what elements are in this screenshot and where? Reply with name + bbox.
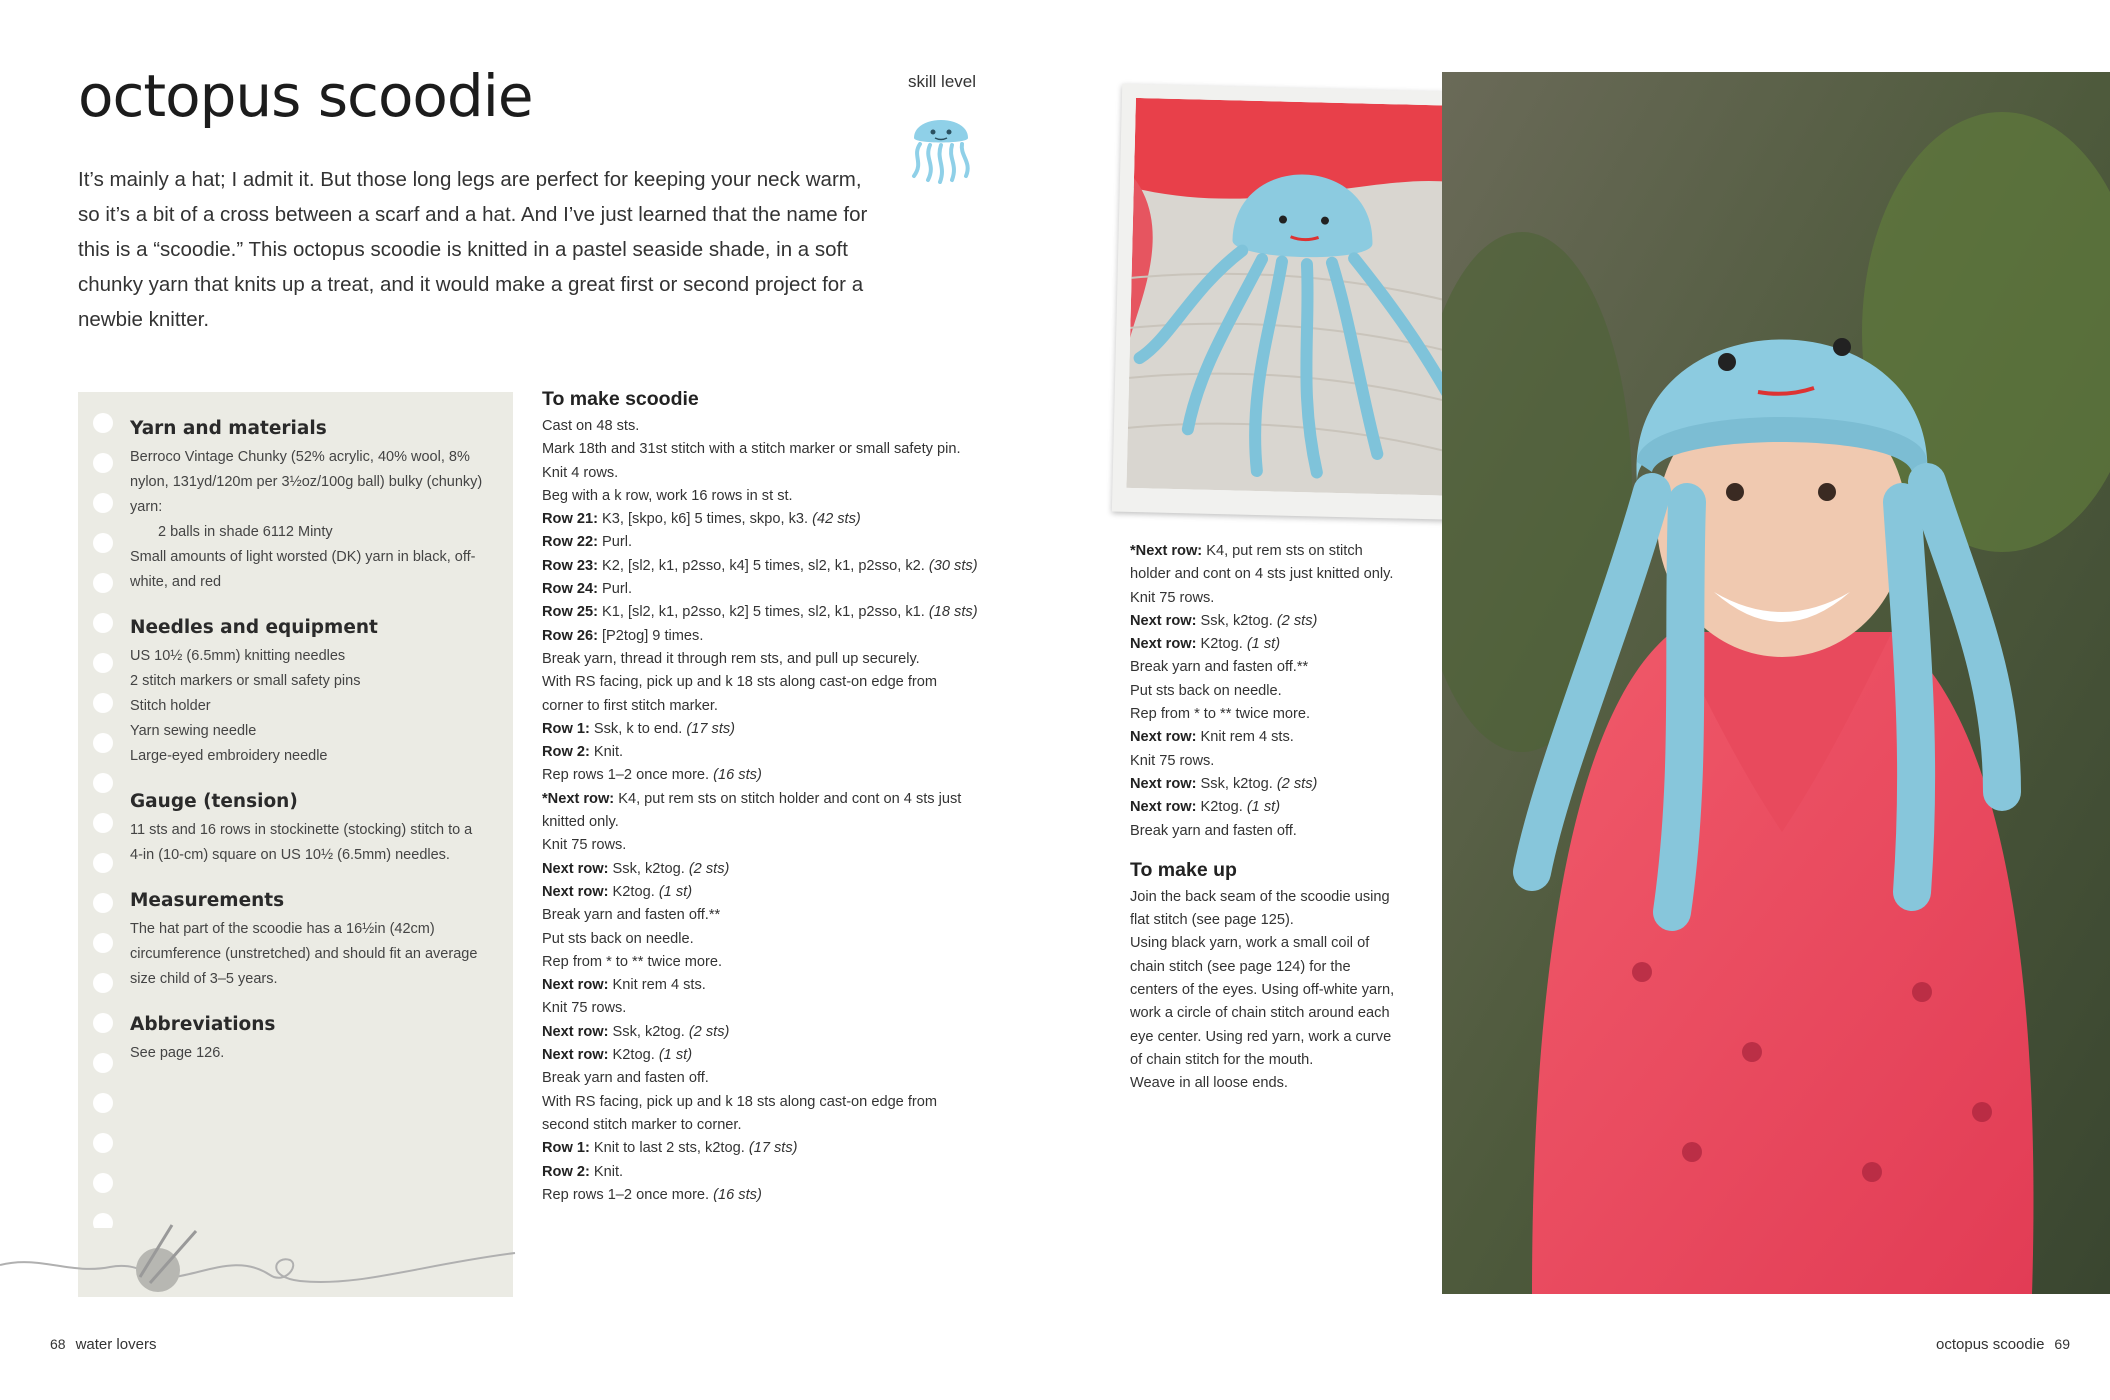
needles-line: Yarn sewing needle [130, 723, 257, 739]
instruction: With RS facing, pick up and k 18 sts along cast-on edge from corner to first stitch marker. [542, 674, 938, 714]
needles-line: Stitch holder [130, 698, 211, 714]
instruction: With RS facing, pick up and k 18 sts along cast-on edge from second stitch marker to corner. [542, 1093, 938, 1133]
instruction: Row 21: K3, [skpo, k6] 5 times, skpo, k3. (42 sts) [542, 511, 861, 528]
skill-level-label: skill level [908, 72, 977, 91]
continued-column [1130, 540, 1400, 1096]
page-number: 68 [50, 1336, 66, 1352]
instruction: Break yarn, thread it through rem sts, and pull up securely. [542, 650, 920, 667]
yarn-line: Small amounts of light worsted (DK) yarn in black, off-white, and red [130, 549, 476, 590]
instruction: Weave in all loose ends. [1130, 1075, 1288, 1092]
instruction: Rep rows 1–2 once more. (16 sts) [542, 767, 762, 784]
footer-right [1936, 1336, 2070, 1353]
instruction: Next row: K2tog. (1 st) [1130, 799, 1281, 816]
abbreviations-heading: Abbreviations [130, 1014, 276, 1035]
instruction: Next row: Ssk, k2tog. (2 sts) [1130, 612, 1318, 629]
instruction: Next row: Knit rem 4 sts. [542, 977, 706, 994]
needles-line: Large-eyed embroidery needle [130, 748, 328, 764]
notepad-holes [88, 408, 118, 1228]
octopus-hat-photo-frame [1112, 84, 1488, 521]
page-title: octopus scoodie [78, 62, 533, 130]
abbreviations-text: See page 126. [130, 1045, 225, 1061]
make-up-heading: To make up [1130, 858, 1237, 881]
instruction: Put sts back on needle. [542, 930, 694, 947]
instruction: Knit 75 rows. [542, 1000, 627, 1017]
instruction: Break yarn and fasten off. [542, 1070, 709, 1087]
octopus-hat-photo [1126, 98, 1473, 496]
instruction: Next row: Ssk, k2tog. (2 sts) [1130, 775, 1318, 792]
instruction: Next row: K2tog. (1 st) [1130, 636, 1281, 653]
instruction: *Next row: K4, put rem sts on stitch holder and cont on 4 sts just knitted only. [1130, 543, 1394, 583]
instruction: Next row: Knit rem 4 sts. [1130, 729, 1294, 746]
instruction: Next row: K2tog. (1 st) [542, 883, 693, 900]
yarn-ball-illustration [0, 1205, 520, 1315]
instruction: Break yarn and fasten off.** [542, 907, 721, 924]
section-name: water lovers [75, 1336, 157, 1353]
instruction: Put sts back on needle. [1130, 682, 1282, 699]
child-wearing-scoodie-photo [1442, 72, 2110, 1294]
needles-line: 2 stitch markers or small safety pins [130, 673, 361, 689]
section-name: octopus scoodie [1936, 1336, 2045, 1353]
instruction: Knit 75 rows. [1130, 752, 1215, 769]
instruction: Cast on 48 sts. [542, 418, 640, 434]
page-number: 69 [2054, 1336, 2070, 1352]
yarn-line: Berroco Vintage Chunky (52% acrylic, 40% wool, 8% nylon, 131yd/120m per 3½oz/100g ball) bulky (chunky) yarn: [130, 449, 483, 515]
needles-line: US 10½ (6.5mm) knitting needles [130, 648, 346, 664]
instruction: Row 1: Ssk, k to end. (17 sts) [542, 720, 736, 737]
instruction: Break yarn and fasten off. [1130, 822, 1297, 839]
measurements-heading: Measurements [130, 890, 285, 911]
needles-details [130, 644, 485, 769]
instruction: Next row: Ssk, k2tog. (2 sts) [542, 1023, 730, 1040]
measurements-text: The hat part of the scoodie has a 16½in (42cm) circumference (unstretched) and should fit an average size child of 3–5 years. [130, 921, 478, 987]
footer-left [50, 1336, 156, 1353]
instruction: Row 23: K2, [sl2, k1, p2sso, k4] 5 times, sl2, k1, p2sso, k2. (30 sts) [542, 557, 978, 574]
instruction: Knit 75 rows. [542, 837, 627, 854]
instruction: Using black yarn, work a small coil of chain stitch (see page 124) for the centers of the eyes. Using off-white yarn, work a circle of chain stitch around each eye center. Using red yarn, work a curve of chain stitch for the mouth. [1130, 935, 1395, 1068]
instruction: Row 1: Knit to last 2 sts, k2tog. (17 sts) [542, 1140, 798, 1157]
instruction: Join the back seam of the scoodie using flat stitch (see page 125). [1130, 888, 1390, 929]
instruction: *Next row: K4, put rem sts on stitch holder and cont on 4 sts just knitted only. [542, 790, 962, 831]
intro-paragraph: It’s mainly a hat; I admit it. But those long legs are perfect for keeping your neck warm, so it’s a bit of a cross between a scarf and a hat. And I’ve just learned that the name for this is a “scoodie.” This octopus scoodie is knitted in a pastel seaside shade, in a soft chunky yarn that knits up a treat, and it would make a great first or second project for a newbie knitter. [78, 168, 868, 331]
instruction: Row 2: Knit. [542, 744, 624, 761]
instruction: Row 22: Purl. [542, 534, 633, 551]
needles-heading: Needles and equipment [130, 617, 378, 638]
instruction: Row 26: [P2tog] 9 times. [542, 627, 704, 644]
instruction: Beg with a k row, work 16 rows in st st. [542, 487, 793, 504]
instruction: Mark 18th and 31st stitch with a stitch marker or small safety pin. [542, 441, 961, 458]
gauge-heading: Gauge (tension) [130, 791, 298, 812]
instruction: Break yarn and fasten off.** [1130, 659, 1309, 676]
make-scoodie-heading: To make scoodie [542, 388, 699, 410]
yarn-heading: Yarn and materials [130, 418, 327, 439]
instruction: Knit 75 rows. [1130, 589, 1215, 606]
jellyfish-icon [906, 104, 976, 184]
instruction: Next row: K2tog. (1 st) [542, 1047, 693, 1064]
instruction: Rep from * to ** twice more. [542, 953, 723, 970]
instruction: Row 24: Purl. [542, 581, 633, 598]
instruction: Rep from * to ** twice more. [1130, 706, 1311, 723]
instruction: Row 25: K1, [sl2, k1, p2sso, k2] 5 times, sl2, k1, p2sso, k1. (18 sts) [542, 604, 978, 621]
make-scoodie-column [542, 388, 982, 1207]
instruction: Row 2: Knit. [542, 1163, 624, 1180]
yarn-details [130, 445, 485, 595]
instruction: Next row: Ssk, k2tog. (2 sts) [542, 860, 730, 877]
gauge-text: 11 sts and 16 rows in stockinette (stocking) stitch to a 4-in (10-cm) square on US 10½ (6.5mm) needles. [130, 822, 473, 863]
instruction: Knit 4 rows. [542, 464, 619, 481]
materials-content [130, 418, 485, 1088]
yarn-line: 2 balls in shade 6112 Minty [158, 524, 333, 540]
instruction: Rep rows 1–2 once more. (16 sts) [542, 1186, 762, 1203]
